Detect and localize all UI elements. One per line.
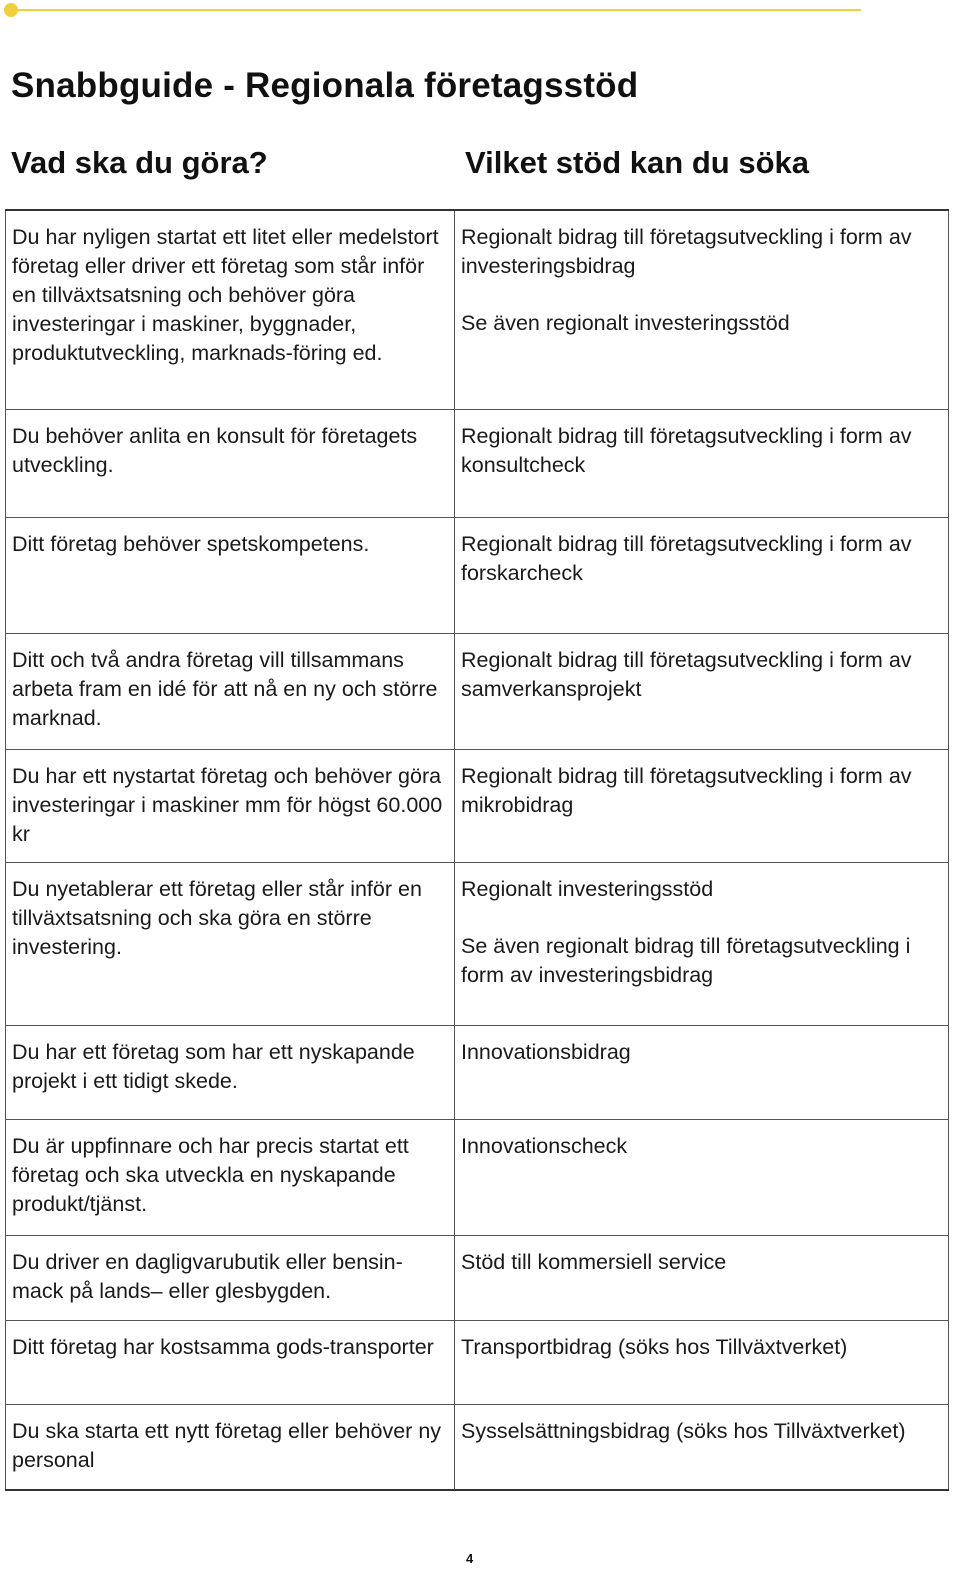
support-text: Innovationsbidrag bbox=[461, 1039, 631, 1064]
support-cell bbox=[455, 517, 949, 633]
table-row bbox=[6, 749, 949, 862]
situation-text: Du har ett nystartat företag och behöver göra investeringar i maskiner mm för högst 60.000 kr bbox=[12, 763, 443, 846]
table-row bbox=[6, 409, 949, 517]
support-text: Sysselsättningsbidrag (söks hos Tillväxtverket) bbox=[461, 1418, 906, 1443]
table-row bbox=[6, 1320, 949, 1404]
table-row bbox=[6, 1119, 949, 1235]
table-row bbox=[6, 862, 949, 1025]
situation-text: Du behöver anlita en konsult för företagets utveckling. bbox=[12, 423, 418, 477]
table-row bbox=[6, 1404, 949, 1490]
support-text: Regionalt bidrag till företagsutveckling i form av investeringsbidrag bbox=[461, 225, 912, 278]
support-cell bbox=[455, 633, 949, 749]
situation-text: Ditt och två andra företag vill tillsammans arbeta fram en idé för att nå en ny och större marknad. bbox=[12, 647, 438, 730]
support-guide-table bbox=[5, 209, 949, 1491]
top-accent-rule bbox=[11, 9, 861, 11]
top-accent-dot bbox=[4, 3, 18, 17]
table-row bbox=[6, 210, 949, 409]
support-text: Regionalt bidrag till företagsutveckling i form av samverkansprojekt bbox=[461, 647, 912, 701]
support-cell bbox=[455, 409, 949, 517]
situation-text: Du har nyligen startat ett litet eller medelstort företag eller driver ett företag som står inför en tillväxtsatsning och behöver göra investeringar i maskiner, byggnader, produktutveckling, marknads-föring ed. bbox=[12, 225, 439, 365]
table-row bbox=[6, 1235, 949, 1320]
support-cell bbox=[455, 1119, 949, 1235]
support-note: Se även regionalt bidrag till företagsutveckling i form av investeringsbidrag bbox=[461, 933, 911, 987]
situation-text: Du har ett företag som har ett nyskapande projekt i ett tidigt skede. bbox=[12, 1039, 415, 1093]
column-heading-right: Vilket stöd kan du söka bbox=[465, 145, 809, 180]
support-text: Regionalt bidrag till företagsutveckling i form av forskarcheck bbox=[461, 531, 912, 585]
table-row bbox=[6, 633, 949, 749]
support-text: Transportbidrag (söks hos Tillväxtverket) bbox=[461, 1334, 848, 1359]
support-text: Stöd till kommersiell service bbox=[461, 1249, 727, 1274]
situation-cell bbox=[6, 633, 455, 749]
situation-cell bbox=[6, 1025, 455, 1119]
support-cell bbox=[455, 749, 949, 862]
column-heading-left: Vad ska du göra? bbox=[11, 145, 268, 180]
situation-cell bbox=[6, 517, 455, 633]
table-row bbox=[6, 1025, 949, 1119]
support-cell bbox=[455, 210, 949, 409]
support-cell bbox=[455, 862, 949, 1025]
support-text: Regionalt bidrag till företagsutveckling i form av mikrobidrag bbox=[461, 763, 912, 817]
situation-text: Du driver en dagligvarubutik eller bensin-mack på lands– eller glesbygden. bbox=[12, 1249, 403, 1303]
situation-cell bbox=[6, 749, 455, 862]
support-cell bbox=[455, 1235, 949, 1320]
support-text: Regionalt bidrag till företagsutveckling i form av konsultcheck bbox=[461, 423, 912, 477]
situation-cell bbox=[6, 409, 455, 517]
situation-cell bbox=[6, 1404, 455, 1490]
situation-cell bbox=[6, 210, 455, 409]
situation-cell bbox=[6, 1119, 455, 1235]
situation-text: Du nyetablerar ett företag eller står inför en tillväxtsatsning och ska göra en större investering. bbox=[12, 876, 422, 959]
table-row bbox=[6, 517, 949, 633]
situation-cell bbox=[6, 1235, 455, 1320]
page-number: 4 bbox=[466, 1551, 474, 1566]
support-text: Regionalt investeringsstöd bbox=[461, 876, 714, 901]
situation-text: Ditt företag har kostsamma gods-transporter bbox=[12, 1334, 434, 1359]
page-title: Snabbguide - Regionala företagsstöd bbox=[11, 66, 639, 105]
support-note: Se även regionalt investeringsstöd bbox=[461, 311, 790, 335]
situation-cell bbox=[6, 1320, 455, 1404]
situation-text: Du är uppfinnare och har precis startat ett företag och ska utveckla en nyskapande produkt/tjänst. bbox=[12, 1133, 409, 1216]
support-cell bbox=[455, 1404, 949, 1490]
support-cell bbox=[455, 1025, 949, 1119]
situation-text: Ditt företag behöver spetskompetens. bbox=[12, 531, 370, 556]
support-cell bbox=[455, 1320, 949, 1404]
support-text: Innovationscheck bbox=[461, 1133, 628, 1158]
situation-text: Du ska starta ett nytt företag eller behöver ny personal bbox=[12, 1418, 442, 1472]
situation-cell bbox=[6, 862, 455, 1025]
